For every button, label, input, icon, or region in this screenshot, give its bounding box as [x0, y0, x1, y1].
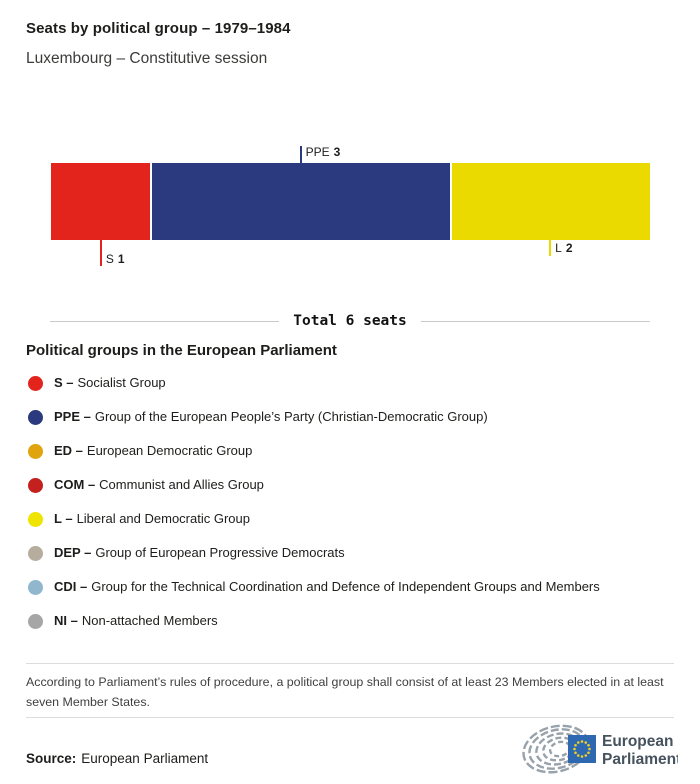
bar-segment-ppe — [152, 163, 450, 240]
divider-line-left — [50, 321, 279, 322]
legend-label — [54, 443, 252, 459]
group-color-dot — [28, 444, 43, 459]
tick-ppe — [300, 146, 302, 163]
eu-flag — [568, 735, 596, 763]
legend-item-ni — [26, 604, 686, 638]
group-color-dot — [28, 546, 43, 561]
source-value: European Parliament — [81, 751, 209, 766]
total-seats-divider — [50, 313, 650, 329]
total-seats-label: Total 6 seats — [293, 313, 407, 329]
group-abbr: L – — [54, 511, 73, 527]
group-name: Group of European Progressive Democrats — [95, 545, 345, 561]
seat-label-ppe: PPE 3 — [305, 145, 341, 159]
seats-chart — [51, 140, 650, 270]
group-color-dot — [28, 478, 43, 493]
group-color-dot — [28, 512, 43, 527]
group-abbr: PPE – — [54, 409, 91, 425]
legend-heading: Political groups in the European Parliament — [26, 342, 337, 359]
legend-item-dep — [26, 536, 686, 570]
group-abbr: NI – — [54, 613, 78, 629]
legend-label — [54, 613, 218, 629]
seat-label-s: S 1 — [105, 252, 125, 266]
legend-item-l — [26, 502, 686, 536]
legend-label — [54, 545, 345, 561]
source-label: Source: — [26, 751, 77, 766]
page-subtitle: Luxembourg – Constitutive session — [26, 50, 268, 67]
group-name: Non-attached Members — [81, 613, 218, 629]
legend-label — [54, 579, 600, 595]
group-name: Communist and Allies Group — [99, 477, 264, 493]
group-color-dot — [28, 376, 43, 391]
legend-item-s — [26, 366, 686, 400]
logo-text-line2: Parliament — [602, 751, 678, 768]
page-title: Seats by political group – 1979–1984 — [26, 20, 291, 37]
group-abbr: ED – — [54, 443, 83, 459]
group-color-dot — [28, 614, 43, 629]
legend-list — [26, 366, 686, 638]
group-abbr: S – — [54, 375, 74, 391]
logo-text-line1: European — [602, 733, 674, 750]
legend-label — [54, 511, 250, 527]
bar-segment-l — [452, 163, 650, 240]
tick-s — [100, 240, 102, 266]
ep-hemicycle-icon — [522, 724, 678, 774]
legend-label — [54, 477, 264, 493]
group-name: Group of the European People’s Party (Christian-Democratic Group) — [94, 409, 488, 425]
group-abbr: CDI – — [54, 579, 88, 595]
source-line — [26, 751, 208, 766]
group-name: European Democratic Group — [86, 443, 253, 459]
legend-label — [54, 409, 488, 425]
legend-item-ppe — [26, 400, 686, 434]
tick-l — [549, 240, 551, 256]
group-abbr: DEP – — [54, 545, 92, 561]
group-abbr: COM – — [54, 477, 96, 493]
legend-label — [54, 375, 166, 391]
group-name: Liberal and Democratic Group — [76, 511, 250, 527]
legend-item-cdi — [26, 570, 686, 604]
seats-bar — [51, 163, 650, 240]
seat-label-l: L 2 — [555, 241, 573, 255]
bar-segment-s — [51, 163, 150, 240]
group-color-dot — [28, 580, 43, 595]
legend-item-com — [26, 468, 686, 502]
footnote-divider-bottom — [26, 717, 674, 718]
legend-item-ed — [26, 434, 686, 468]
european-parliament-logo — [522, 724, 678, 774]
group-name: Group for the Technical Coordination and Defence of Independent Groups and Members — [91, 579, 600, 595]
footnote-text: According to Parliament’s rules of procedure, a political group shall consist of at least 23 Members elected in at least seven Member States. — [26, 675, 664, 710]
group-color-dot — [28, 410, 43, 425]
footnote-divider-top — [26, 663, 674, 664]
group-name: Socialist Group — [77, 375, 166, 391]
divider-line-right — [421, 321, 650, 322]
